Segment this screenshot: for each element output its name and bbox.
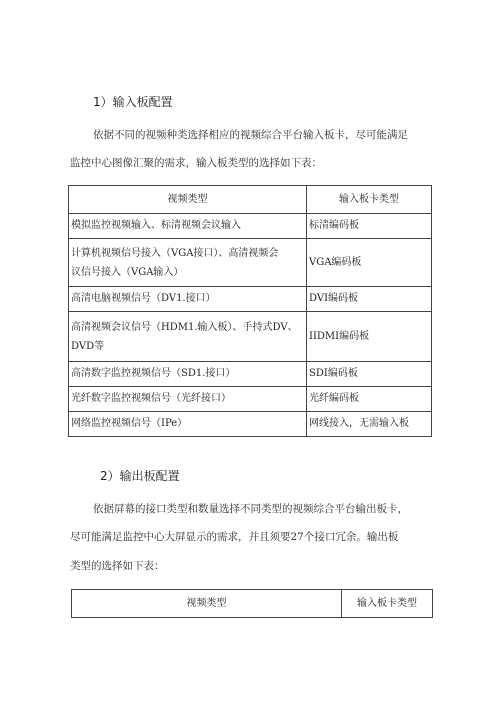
video-type-cell: 高清数字监控视频信号（SD1.接口） bbox=[69, 362, 307, 387]
section1-paragraph-line1: 依据不同的视频种类选择相应的视频综合平台输入板卡，尽可能满足 bbox=[93, 129, 408, 141]
video-type-cell: 模拟监控视频输入、标清视频会议输入 bbox=[69, 214, 307, 239]
table-row bbox=[69, 287, 432, 312]
board-type-cell: DVI编码板 bbox=[307, 287, 432, 312]
table-row bbox=[69, 387, 432, 412]
table-row bbox=[69, 362, 432, 387]
header-board-type: 输入板卡类型 bbox=[307, 186, 432, 214]
board-type-cell: IIDMI编码板 bbox=[307, 312, 432, 362]
table-row bbox=[69, 214, 432, 239]
section1-heading: 1）输入板配置 bbox=[93, 95, 173, 109]
video-type-cell: 高清电脑视频信号（DV1.接口） bbox=[69, 287, 307, 312]
table-row bbox=[69, 239, 432, 287]
video-type-cell: 网络监控视频信号（IPe） bbox=[69, 412, 307, 437]
table-row bbox=[69, 312, 432, 362]
header-video-type: 视频类型 bbox=[72, 590, 342, 618]
video-type-cell: 高清视频会议信号（HDM1.输入板）、手持式DV、 DVD等 bbox=[69, 312, 307, 362]
section2-paragraph-line2: 尽可能满足监控中心大屏显示的需求，并且须要27个接口冗余。输出板 bbox=[70, 531, 399, 543]
board-type-cell: 标清编码板 bbox=[307, 214, 432, 239]
board-type-cell: VGA编码板 bbox=[307, 239, 432, 287]
board-type-cell: 网线接入，无需输入板 bbox=[307, 412, 432, 437]
section2-heading: 2）输出板配置 bbox=[100, 469, 180, 483]
header-board-type: 输入板卡类型 bbox=[342, 590, 433, 618]
table-header-row bbox=[69, 186, 432, 214]
table-header-row bbox=[72, 590, 433, 618]
video-type-cell: 光纤数字监控视频信号（光纤接口） bbox=[69, 387, 307, 412]
board-type-cell: SDI编码板 bbox=[307, 362, 432, 387]
section2-paragraph-line3: 类型的选择如下表： bbox=[70, 560, 165, 572]
output-board-table bbox=[71, 589, 433, 618]
table-row bbox=[69, 412, 432, 437]
header-video-type: 视频类型 bbox=[69, 186, 307, 214]
board-type-cell: 光纤编码板 bbox=[307, 387, 432, 412]
section1-paragraph-line2: 监控中心图像汇聚的需求，输入板类型的选择如下表： bbox=[70, 157, 322, 169]
section2-paragraph-line1: 依据屏幕的接口类型和数量选择不同类型的视频综合平台输出板卡， bbox=[93, 503, 408, 515]
video-type-cell: 计算机视频信号接入（VGA接口）、高清视频会 议信号接入（VGA输入） bbox=[69, 239, 307, 287]
input-board-table bbox=[68, 185, 432, 437]
